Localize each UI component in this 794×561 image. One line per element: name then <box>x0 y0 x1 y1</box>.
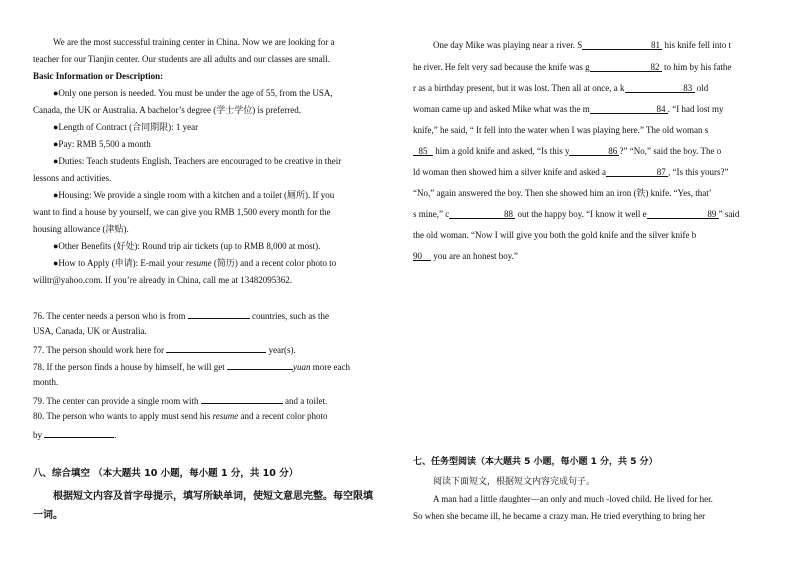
ad-bullet-housing-b: want to find a house by yourself, we can give you RMB 1,500 every month for the <box>33 207 331 217</box>
question-80 <box>33 411 327 422</box>
q78-pre: 78. If the person finds a house by himself, he will get <box>33 362 227 372</box>
story-text: ld woman then showed him a silver knife and asked a <box>413 167 606 177</box>
ad-bullet-pay: ●Pay: RMB 5,500 a month <box>53 139 151 149</box>
q80-italic: resume <box>212 411 239 421</box>
story-text: ” said <box>718 209 740 219</box>
blank-number: 89 <box>707 209 717 219</box>
blank-number: 90 <box>413 251 422 261</box>
q78-blank[interactable] <box>227 360 293 370</box>
question-78 <box>33 360 350 373</box>
ad-intro-line1: We are the most successful training center in China. Now we are looking for a <box>53 37 335 47</box>
q78-post: more each <box>310 362 350 372</box>
q80-pre: 80. The person who wants to apply must send his <box>33 411 213 421</box>
ad-bullet-apply-b: willtr@yahoo.com. If you’re already in China, call me at 13482095362. <box>33 275 292 285</box>
blank-84[interactable] <box>590 104 668 114</box>
question-78b: month. <box>33 377 59 387</box>
story-text: One day Mike was playing near a river. S <box>433 40 583 50</box>
question-77 <box>33 343 296 356</box>
ad-bullet-duties-a: ●Duties: Teach students English. Teachers are encouraged to be creative in their <box>53 156 342 166</box>
q77-post: year(s). <box>266 345 296 355</box>
ad-bullet-contract: ●Length of Contract (合同期限): 1 year <box>53 122 199 132</box>
q79-pre: 79. The center can provide a single room with <box>33 396 201 406</box>
blank-number: 87 <box>656 167 666 177</box>
story-text: out the happy boy. “I know it well e <box>515 209 647 219</box>
story-line-10: the old woman. “Now I will give you both the gold knife and the silver knife b <box>413 230 697 240</box>
blank-90[interactable] <box>413 251 431 261</box>
story-line-5: knife,” he said, “ It fell into the water when I was playing here.” The old woman s <box>413 125 709 135</box>
story-text: to him by his fathe <box>661 62 732 72</box>
blank-83[interactable] <box>625 83 695 93</box>
blank-number: 82 <box>650 62 660 72</box>
apply-text-post: (简历) and a recent color photo to <box>211 258 337 268</box>
story-text: you are an honest boy.” <box>431 251 518 261</box>
section8-instructions-1: 根据短文内容及首字母提示，填写所缺单词，使短文意思完整。每空限填 <box>53 491 373 502</box>
ad-bullet-person-b: Canada, the UK or Australia. A bachelor’s degree (学士学位) is preferred. <box>33 105 301 115</box>
section8-instructions-2: 一词。 <box>33 510 63 521</box>
question-76b: USA, Canada, UK or Australia. <box>33 326 147 336</box>
blank-85[interactable] <box>413 146 433 156</box>
ad-bullet-apply-a <box>33 258 336 269</box>
apply-text-pre: ●How to Apply (申请): E-mail your <box>53 258 186 268</box>
section7-passage-line-1: A man had a little daughter—an only and much -loved child. He lived for her. <box>433 494 713 504</box>
blank-number: 81 <box>650 40 660 50</box>
ad-intro-line2: teacher for our Tianjin center. Our students are all adults and our classes are small. <box>33 54 330 64</box>
q80b-post: . <box>114 430 117 440</box>
story-line-11 <box>413 251 518 262</box>
blank-number: 85 <box>418 146 428 156</box>
story-line-9 <box>413 209 739 220</box>
story-text: him a gold knife and asked, “Is this y <box>433 146 570 156</box>
story-text: r as a birthday present, but it was lost. Then all at once, a k <box>413 83 625 93</box>
blank-number: 83 <box>683 83 693 93</box>
story-line-3 <box>413 83 708 94</box>
story-text: ?” “No,” said the boy. The o <box>619 146 722 156</box>
q79-post: and a toilet. <box>282 396 328 406</box>
story-text: his knife fell into t <box>662 40 731 50</box>
story-text: s mine,” c <box>413 209 450 219</box>
story-line-4 <box>413 104 723 115</box>
story-line-7 <box>413 167 728 178</box>
section7-instructions: 阅读下面短文，根据短文内容完成句子。 <box>433 477 596 487</box>
blank-86[interactable] <box>569 146 619 156</box>
blank-number: 86 <box>608 146 618 156</box>
blank-87[interactable] <box>606 167 668 177</box>
ad-heading: Basic Information or Description: <box>33 71 164 81</box>
blank-82[interactable] <box>590 62 662 72</box>
section7-passage-line-2: So when she became ill, he became a crazy man. He tried everything to bring her <box>413 511 706 521</box>
blank-89[interactable] <box>647 209 719 219</box>
section7-title: 七、任务型阅读（本大题共 5 小题，每小题 1 分，共 5 分） <box>413 457 658 467</box>
blank-88[interactable] <box>449 209 515 219</box>
q80b-pre: by <box>33 430 45 440</box>
question-79 <box>33 394 327 407</box>
ad-bullet-duties-b: lessons and activities. <box>33 173 112 183</box>
q76-pre: 76. The center needs a person who is from <box>33 311 188 321</box>
apply-text-italic: resume <box>185 258 212 268</box>
blank-81[interactable] <box>582 40 662 50</box>
ad-bullet-benefits: ●Other Benefits (好处): Round trip air tickets (up to RMB 8,000 at most). <box>53 241 321 251</box>
story-line-2 <box>413 62 731 73</box>
story-line-1 <box>413 40 731 51</box>
q80-post: and a recent color photo <box>238 411 328 421</box>
story-text: he river. He felt very sad because the knife was g <box>413 62 590 72</box>
ad-bullet-housing-a: ●Housing: We provide a single room with a kitchen and a toilet (厕所). If you <box>53 190 335 200</box>
q79-blank[interactable] <box>201 394 283 404</box>
q76-post: countries, such as the <box>249 311 330 321</box>
q80-blank[interactable] <box>44 428 117 440</box>
q76-blank[interactable] <box>188 309 250 319</box>
q78-italic: yuan <box>292 362 311 372</box>
q77-blank[interactable] <box>166 343 266 353</box>
ad-bullet-housing-c: housing allowance (津贴). <box>33 224 129 234</box>
question-76a <box>33 309 329 322</box>
story-line-8: “No,” again answered the boy. Then she showed him an iron (铁) knife. “Yes, that’ <box>413 188 712 198</box>
question-80b <box>33 428 117 441</box>
story-text: old <box>694 83 709 93</box>
story-text: . “I had lost my <box>667 104 724 114</box>
story-text: , “Is this yours?” <box>667 167 729 177</box>
story-text: woman came up and asked Mike what was the m <box>413 104 590 114</box>
section8-title: 八、综合填空 （本大题共 10 小题，每小题 1 分，共 10 分） <box>33 468 299 479</box>
blank-number: 88 <box>504 209 513 219</box>
story-line-6 <box>413 146 721 157</box>
blank-number: 84 <box>656 104 666 114</box>
ad-bullet-person-a: ●Only one person is needed. You must be under the age of 55, from the USA, <box>53 88 333 98</box>
q77-pre: 77. The person should work here for <box>33 345 167 355</box>
